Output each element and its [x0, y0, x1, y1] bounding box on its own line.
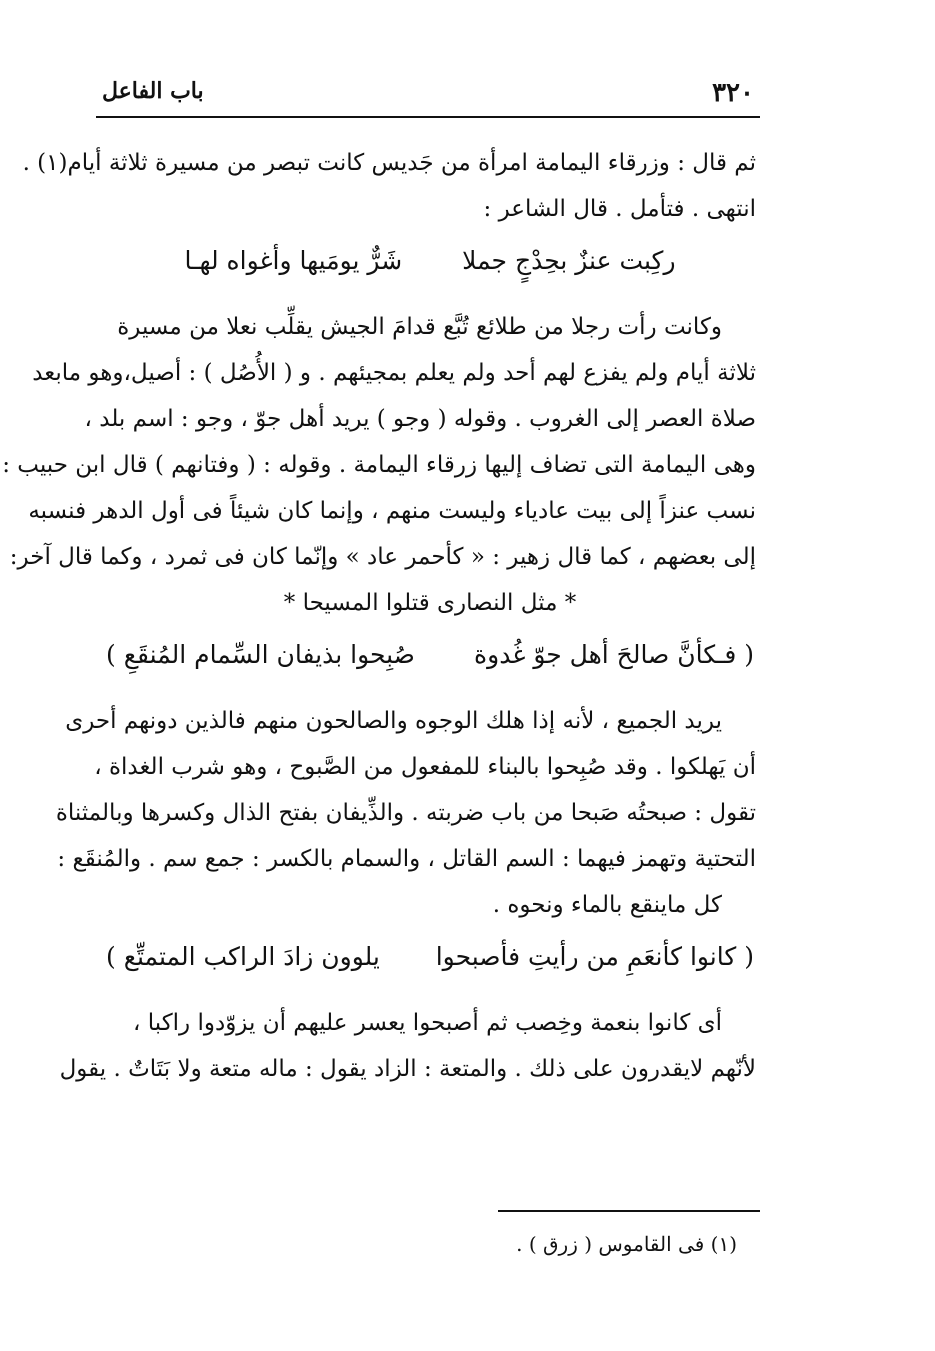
text-line: كل ماينقع بالماء ونحوه .: [492, 892, 722, 918]
text-line: صلاة العصر إلى الغروب . وقوله ( وجو ) يريد أهل جوّ ، وجو : اسم بلد ،: [84, 406, 756, 432]
poem-verse: [104, 232, 756, 290]
footnote-rule: [498, 1210, 760, 1212]
verse-second-hemistich: شَرٌّ يومَيها وأغواه لهـا: [184, 246, 403, 275]
text-line: إلى بعضهم ، كما قال زهير : « كأحمر عاد » وإنّما كان فى ثمرد ، وكما قال آخر:: [9, 544, 756, 570]
verse-first-hemistich: ( كانوا كأنعَمِ من رأيتِ فأصبحوا: [435, 942, 754, 971]
text-line: انتهى . فتأمل . قال الشاعر :: [483, 196, 756, 222]
page-number: ٣٢٠: [712, 78, 754, 108]
text-line: التحتية وتهمز فيهما : السم القاتل ، والسمام بالكسر : جمع سم . والمُنقَع :: [57, 846, 756, 872]
header-rule: [96, 116, 760, 118]
footnote: (١) فى القاموس ( زرق ) .: [516, 1232, 737, 1256]
spacer: [104, 684, 756, 698]
text-line: تقول : صبحتُه صَبحا من باب ضربته . والذِّيفان بفتح الذال وكسرها وبالمثناة: [55, 800, 756, 826]
quoted-verse: * مثل النصارى قتلوا المسيحا *: [283, 590, 577, 616]
verse-second-hemistich: يلوون زادَ الراكب المتمتِّع ): [106, 942, 380, 971]
spacer: [104, 986, 756, 1000]
chapter-title: باب الفاعل: [102, 78, 204, 104]
page-header: [96, 70, 760, 114]
text-line: ثم قال : وزرقاء اليمامة امرأة من جَديس كانت تبصر من مسيرة ثلاثة أيام(١) .: [22, 150, 756, 176]
text-line: يريد الجميع ، لأنه إذا هلك الوجوه والصالحون منهم فالذين دونهم أحرى: [65, 708, 722, 734]
text-line: ثلاثة أيام ولم يفزع لهم أحد ولم يعلم بمجيئهم . و ( الأُصُل ) : أصيل،وهو مابعد: [32, 360, 756, 386]
text-line: وهى اليمامة التى تضاف إليها زرقاء اليمامة . وقوله : ( وفتانهم ) قال ابن حبيب :: [2, 452, 756, 478]
text-line: وكانت رأت رجلا من طلائع تُبَّع قدامَ الجيش يقلِّب نعلا من مسيرة: [117, 314, 722, 340]
verse-second-hemistich: صُبِحوا بذيفان السِّمام المُنقَعِ ): [106, 640, 415, 669]
main-text: [2, 140, 756, 1092]
poem-verse: [104, 928, 756, 986]
text-line: لأنّهم لايقدرون على ذلك . والمتعة : الزاد يقول : ماله متعة ولا بَتَاتٌ . يقول: [59, 1056, 756, 1082]
verse-first-hemistich: ركِبت عنزٌ بحِدْجٍ جملا: [462, 246, 676, 275]
poem-verse: [104, 626, 756, 684]
text-line: نسب عنزاً إلى بيت عادياء وليست منهم ، وإنما كان شيئاً فى أول الدهر فنسبه: [28, 498, 756, 524]
text-line: أن يَهلكوا . وقد صُبِحوا بالبناء للمفعول من الصَّبوح ، وهو شرب الغداة ،: [94, 754, 756, 780]
text-line: أى كانوا بنعمة وخِصب ثم أصبحوا يعسر عليهم أن يزوّدوا راكبا ،: [133, 1010, 722, 1036]
spacer: [104, 290, 756, 304]
verse-first-hemistich: ( فـكأنَّ صالحَ أهل جوّ غُدوة: [474, 640, 754, 669]
